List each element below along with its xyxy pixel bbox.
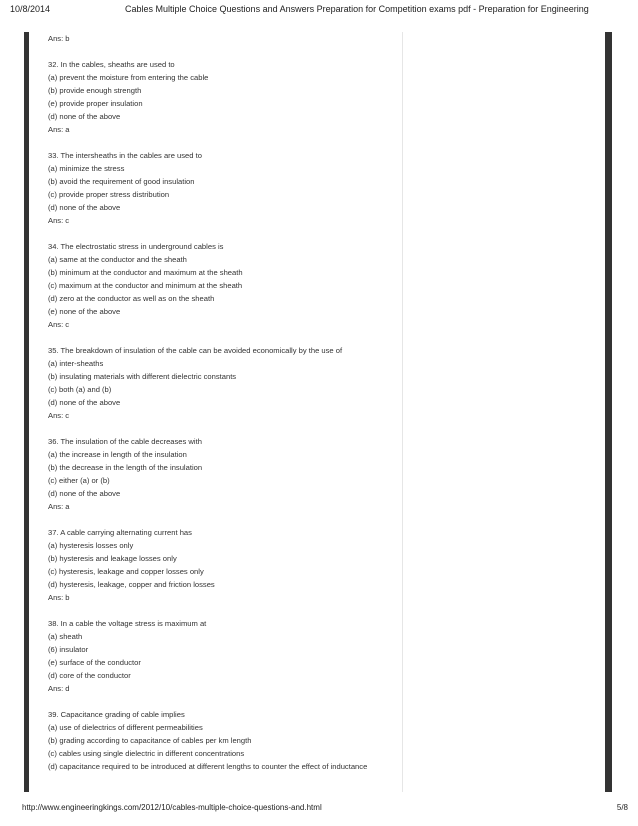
spacer xyxy=(48,136,388,149)
option-line: (6) insulator xyxy=(48,645,89,654)
spacer xyxy=(48,227,388,240)
print-footer xyxy=(0,803,638,817)
spacer xyxy=(48,604,388,617)
option-line: (d) core of the conductor xyxy=(48,671,131,680)
question-block xyxy=(48,617,388,695)
question-text: 34. The electrostatic stress in underground cables is xyxy=(48,242,224,251)
option-line: (b) grading according to capacitance of cables per km length xyxy=(48,736,252,745)
question-text: 33. The intersheaths in the cables are used to xyxy=(48,151,202,160)
left-margin-bar xyxy=(24,32,29,792)
option-line: (b) provide enough strength xyxy=(48,86,142,95)
option-line: (b) avoid the requirement of good insulation xyxy=(48,177,195,186)
spacer xyxy=(48,331,388,344)
option-line: (a) the increase in length of the insulation xyxy=(48,450,187,459)
spacer xyxy=(48,422,388,435)
option-line: (a) minimize the stress xyxy=(48,164,125,173)
option-line: (a) inter-sheaths xyxy=(48,359,104,368)
answer-line: Ans: a xyxy=(48,125,70,134)
option-line: (a) sheath xyxy=(48,632,83,641)
option-line: (a) hysteresis losses only xyxy=(48,541,134,550)
question-text: 35. The breakdown of insulation of the cable can be avoided economically by the use of xyxy=(48,346,343,355)
question-block xyxy=(48,435,388,513)
print-date: 10/8/2014 xyxy=(10,4,51,14)
page-number: 5/8 xyxy=(616,803,628,812)
question-text: 37. A cable carrying alternating current has xyxy=(48,528,192,537)
option-line: (d) capacitance required to be introduced at different lengths to counter the effect of inductance xyxy=(48,762,368,771)
question-text: 38. In a cable the voltage stress is maximum at xyxy=(48,619,207,628)
spacer xyxy=(48,695,388,708)
option-line: (e) provide proper insulation xyxy=(48,99,143,108)
page-url: http://www.engineeringkings.com/2012/10/cables-multiple-choice-questions-and.html xyxy=(22,803,322,812)
option-line: (e) none of the above xyxy=(48,307,121,316)
answer-line: Ans: d xyxy=(48,684,70,693)
spacer xyxy=(48,513,388,526)
option-line: (c) both (a) and (b) xyxy=(48,385,112,394)
option-line: (b) the decrease in the length of the insulation xyxy=(48,463,203,472)
column-divider xyxy=(402,32,403,792)
option-line: (c) cables using single dielectric in different concentrations xyxy=(48,749,245,758)
option-line: (d) zero at the conductor as well as on the sheath xyxy=(48,294,215,303)
right-margin-bar xyxy=(605,32,612,792)
option-line: (d) none of the above xyxy=(48,203,121,212)
answer-line: Ans: c xyxy=(48,411,70,420)
option-line: (a) same at the conductor and the sheath xyxy=(48,255,187,264)
answer-line: Ans: a xyxy=(48,502,70,511)
option-line: (b) insulating materials with different dielectric constants xyxy=(48,372,237,381)
question-block xyxy=(48,708,388,773)
option-line: (c) provide proper stress distribution xyxy=(48,190,170,199)
print-title: Cables Multiple Choice Questions and Answers Preparation for Competition exams pdf - Preparation for Engineering xyxy=(125,4,589,14)
question-text: 36. The insulation of the cable decreases with xyxy=(48,437,202,446)
print-header xyxy=(0,4,638,18)
option-line: (b) minimum at the conductor and maximum at the sheath xyxy=(48,268,243,277)
option-line: (d) none of the above xyxy=(48,112,121,121)
option-line: (d) hysteresis, leakage, copper and friction losses xyxy=(48,580,215,589)
option-line: (d) none of the above xyxy=(48,398,121,407)
option-line: (a) use of dielectrics of different permeabilities xyxy=(48,723,203,732)
question-block xyxy=(48,526,388,604)
question-block xyxy=(48,344,388,422)
option-line: (c) either (a) or (b) xyxy=(48,476,110,485)
option-line: (e) surface of the conductor xyxy=(48,658,141,667)
answer-line: Ans: c xyxy=(48,216,70,225)
question-block xyxy=(48,58,388,136)
option-line: (a) prevent the moisture from entering the cable xyxy=(48,73,209,82)
answer-line: Ans: b xyxy=(48,593,70,602)
question-text: 39. Capacitance grading of cable implies xyxy=(48,710,185,719)
option-line: (d) none of the above xyxy=(48,489,121,498)
question-block xyxy=(48,240,388,331)
answer-line: Ans: b xyxy=(48,34,70,43)
answer-line: Ans: c xyxy=(48,320,70,329)
question-list xyxy=(48,32,388,773)
question-block xyxy=(48,149,388,227)
option-line: (b) hysteresis and leakage losses only xyxy=(48,554,177,563)
option-line: (c) maximum at the conductor and minimum at the sheath xyxy=(48,281,243,290)
option-line: (c) hysteresis, leakage and copper losses only xyxy=(48,567,204,576)
spacer xyxy=(48,45,388,58)
question-text: 32. In the cables, sheaths are used to xyxy=(48,60,175,69)
